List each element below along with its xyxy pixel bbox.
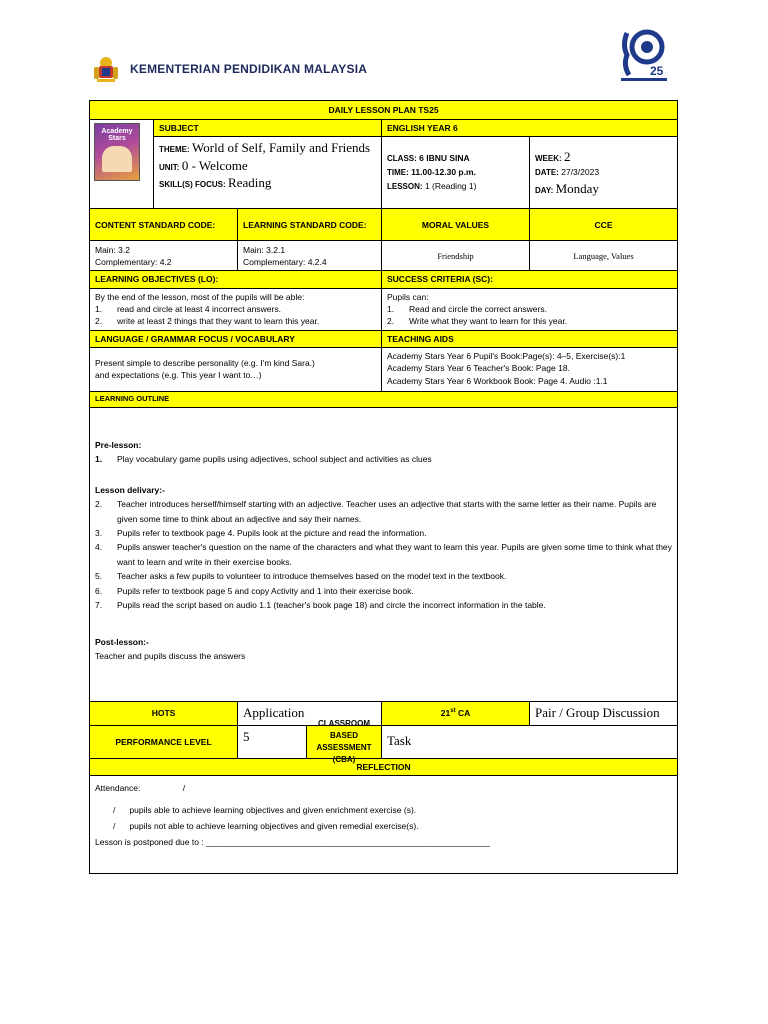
cba-value: Task [382, 725, 678, 758]
teaching-aids-content [382, 347, 678, 391]
attendance-separator: / [182, 782, 186, 793]
learning-standard-value [238, 241, 382, 271]
lo-content [90, 288, 382, 330]
moral-values-label: MORAL VALUES [382, 209, 530, 241]
list-item: 1. read and circle at least 4 incorrect answers. [95, 303, 281, 314]
subject-label: SUBJECT [154, 120, 382, 137]
sc-intro: Pupils can: [387, 291, 429, 302]
content-standard-label: CONTENT STANDARD CODE: [90, 209, 238, 241]
reflection-text: pupils not able to achieve learning objectives and given remedial exercise(s). [129, 821, 419, 832]
cba-label: CLASSROOM BASED ASSESSMENT [307, 726, 381, 758]
time-value: 11.00-12.30 p.m. [411, 166, 476, 177]
list-item: 3. Pupils refer to textbook page 4. Pupils look at the picture and read the information. [95, 528, 427, 538]
teaching-aid-line: Academy Stars Year 6 Teacher's Book: Page 18. [387, 363, 570, 374]
list-item: 4. Pupils answer teacher's question on the name of the characters and what they want to learn this year. Pupils are given some time to think what they want to learn and write in their exercise books. [95, 542, 672, 567]
week-label: WEEK: [535, 153, 562, 163]
attendance-line [95, 780, 672, 796]
lesson-delivery-list [95, 497, 672, 613]
ca21-value: Pair / Group Discussion [530, 701, 678, 725]
week-block [530, 137, 678, 209]
performance-level-value: 5 [238, 726, 307, 758]
list-item: 2. Write what they want to learn for this year. [387, 316, 568, 327]
book-cover-image [94, 123, 140, 181]
reflection-content [90, 775, 678, 873]
time-label: TIME: [387, 167, 409, 177]
perf-cba-split [238, 718, 382, 758]
skill-label: SKILL(S) FOCUS: [159, 180, 226, 190]
reflection-text: pupils able to achieve learning objectives and given enrichment exercise (s). [129, 805, 417, 816]
svg-text:25: 25 [650, 64, 664, 78]
book-cover-photo [102, 146, 132, 172]
skill-value: Reading [228, 175, 272, 191]
cce-value: Language, Values [530, 241, 678, 271]
ls-main: Main: 3.2.1 [243, 244, 286, 255]
book-cover-cell [90, 120, 154, 209]
lesson-value: 1 (Reading 1) [424, 180, 477, 191]
sc-list [387, 303, 672, 328]
ls-complementary: Complementary: 4.2.4 [243, 256, 327, 267]
lesson-delivery-label: Lesson delivary:- [95, 484, 165, 495]
unit-value: 0 - Welcome [181, 157, 248, 173]
ministry-header [90, 52, 367, 86]
post-lesson-label: Post-lesson:- [95, 636, 149, 647]
attendance-label: Attendance: [95, 782, 141, 793]
learning-standard-label: LEARNING STANDARD CODE: [238, 209, 382, 241]
reflection-remedial-line [95, 818, 672, 834]
language-line: Present simple to describe personality (e.g. I'm kind Sara.) [95, 358, 315, 369]
malaysia-crest-icon [90, 53, 122, 85]
list-item: 7. Pupils read the script based on audio 1.1 (teacher's book page 18) and circle the incorrect information in the table. [95, 600, 546, 611]
pre-lesson-label: Pre-lesson: [95, 439, 142, 450]
teaching-aids-label: TEACHING AIDS [382, 330, 678, 347]
date-value: 27/3/2023 [561, 167, 600, 178]
plan-title: DAILY LESSON PLAN TS25 [90, 101, 678, 120]
list-item: 5. Teacher asks a few pupils to volunteer to introduce themselves based on the model text in the textbook. [95, 571, 507, 582]
theme-value: World of Self, Family and Friends [192, 140, 371, 156]
learning-outline-label: LEARNING OUTLINE [90, 391, 678, 407]
postponed-line: Lesson is postponed due to : ____________________________________________________________ [95, 837, 490, 848]
performance-level-label: PERFORMANCE LEVEL [90, 725, 238, 758]
list-item: 2. Teacher introduces herself/himself starting with an adjective. Teacher uses an adjective that starts with the same letter as their name. Pupils are given some time to think about an adjective and say their names. [95, 499, 657, 524]
teaching-aid-line: Academy Stars Year 6 Pupil's Book:Page(s): 4–5, Exercise(s):1 [387, 350, 626, 361]
book-cover-title: Academy Stars [101, 128, 133, 142]
date-label: DATE: [535, 168, 559, 178]
week-value: 2 [564, 148, 571, 164]
lesson-plan-table [89, 100, 678, 874]
theme-label: THEME: [159, 145, 190, 155]
content-standard-value [90, 241, 238, 271]
class-block [382, 137, 530, 209]
day-value: Monday [555, 181, 599, 197]
reflection-label: REFLECTION [90, 758, 678, 775]
list-item: 6. Pupils refer to textbook page 5 and copy Activity and 1 into their exercise book. [95, 585, 414, 596]
hots-value: Application [238, 701, 382, 725]
moral-values-value: Friendship [382, 241, 530, 271]
list-item: 2. write at least 2 things that they want to learn this year. [95, 316, 320, 327]
lo-list [95, 303, 376, 328]
class-label: CLASS: [387, 154, 417, 164]
unit-label: UNIT: [159, 162, 180, 172]
language-focus-content [90, 347, 382, 391]
ts25-logo-icon [617, 25, 671, 83]
ministry-name: KEMENTERIAN PENDIDIKAN MALAYSIA [130, 62, 368, 76]
language-focus-label: LANGUAGE / GRAMMAR FOCUS / VOCABULARY [90, 330, 382, 347]
ca21-label: 21st CA [382, 701, 530, 725]
lo-intro: By the end of the lesson, most of the pupils will be able: [95, 291, 305, 302]
language-line: and expectations (e.g. This year I want to…) [95, 370, 262, 381]
reflection-mark: / [113, 805, 116, 816]
teaching-aid-line: Academy Stars Year 6 Workbook Book: Page 4. Audio :1.1 [387, 375, 608, 386]
lo-label: LEARNING OBJECTIVES (LO): [90, 271, 382, 288]
day-label: DAY: [535, 186, 554, 196]
list-item: 1. Read and circle the correct answers. [387, 303, 547, 314]
reflection-mark: / [113, 821, 116, 832]
subject-value: ENGLISH YEAR 6 [382, 120, 678, 137]
list-item: 1. Play vocabulary game pupils using adjectives, school subject and activities as clues [95, 454, 432, 465]
pre-lesson-list [95, 452, 672, 466]
cce-label: CCE [530, 209, 678, 241]
reflection-enrichment-line [95, 802, 672, 818]
learning-outline-content [90, 407, 678, 701]
theme-block [154, 137, 382, 209]
cs-complementary: Complementary: 4.2 [95, 256, 172, 267]
class-value: 6 IBNU SINA [419, 153, 470, 164]
lesson-label: LESSON: [387, 181, 423, 191]
hots-label: HOTS [90, 701, 238, 725]
sc-content [382, 288, 678, 330]
cs-main: Main: 3.2 [95, 244, 130, 255]
sc-label: SUCCESS CRITERIA (SC): [382, 271, 678, 288]
post-lesson-text: Teacher and pupils discuss the answers [95, 651, 246, 662]
